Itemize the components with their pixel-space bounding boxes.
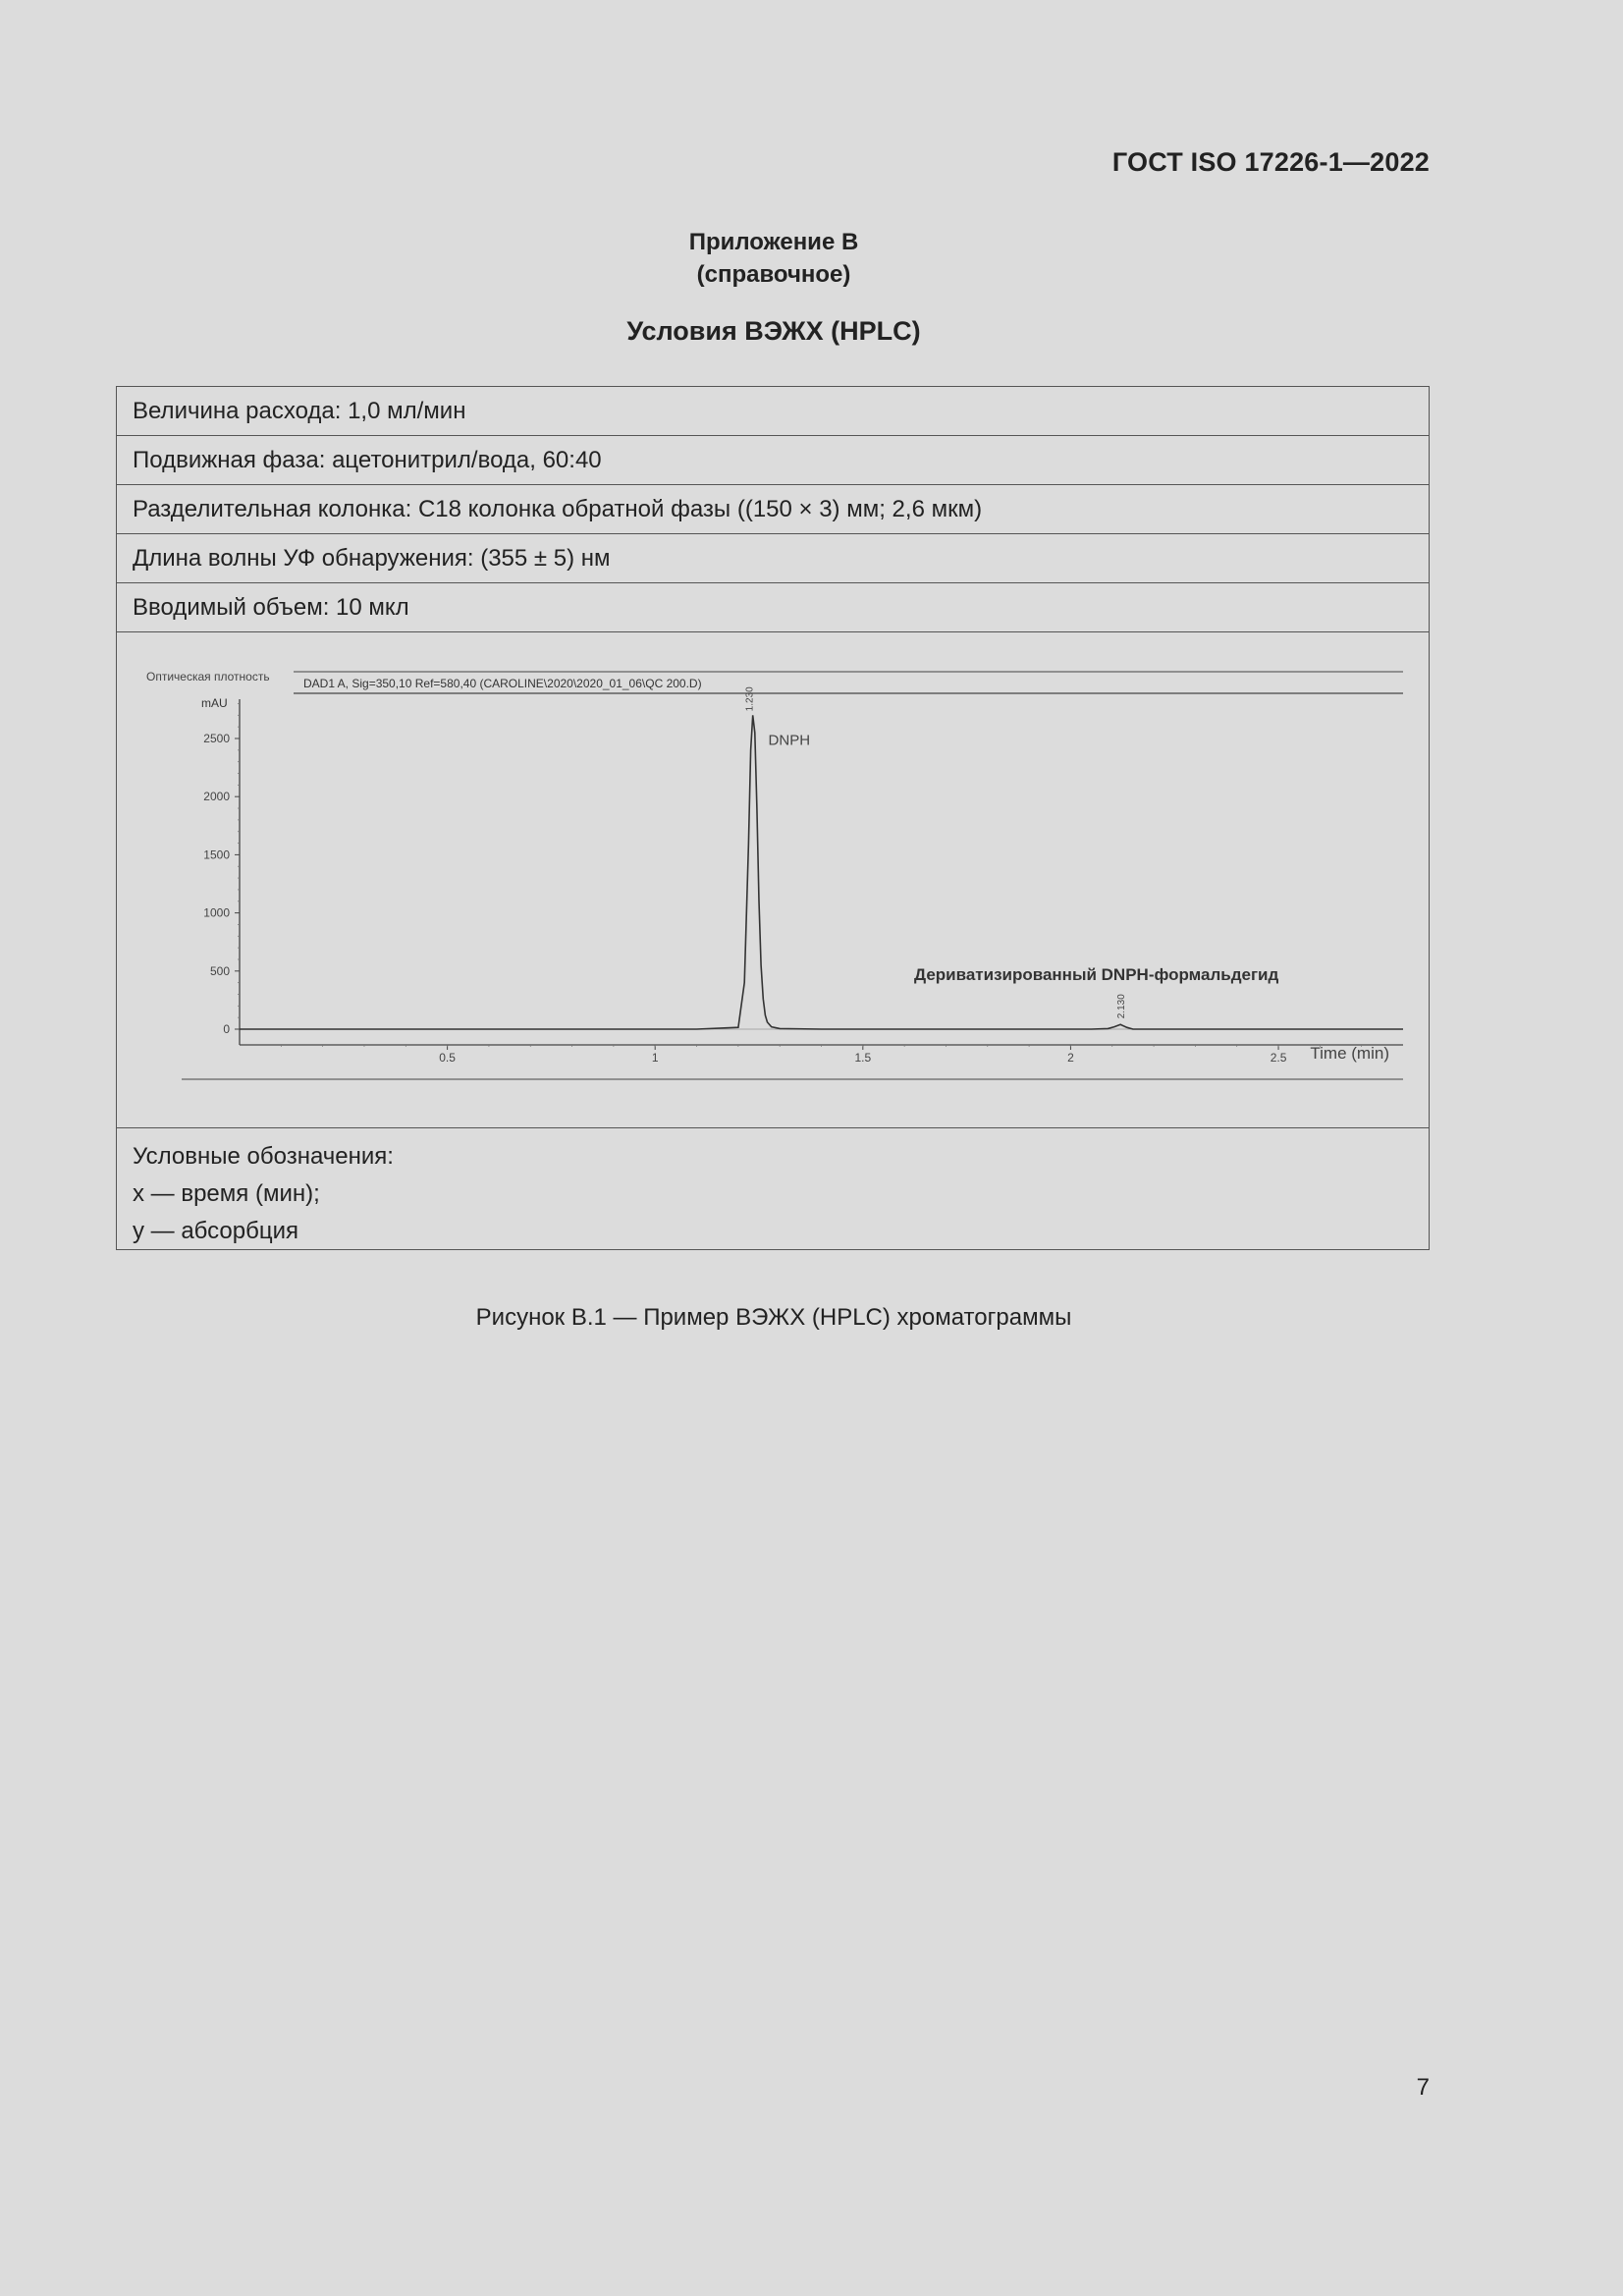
condition-mobile-phase: Подвижная фаза: ацетонитрил/вода, 60:40 bbox=[117, 436, 1429, 485]
figure-legend bbox=[117, 1128, 1429, 1249]
y-tick-label: 1500 bbox=[203, 847, 230, 862]
y-tick-label: 0 bbox=[223, 1022, 230, 1036]
legend-y: y — абсорбция bbox=[133, 1218, 299, 1244]
page-number: 7 bbox=[1416, 2074, 1430, 2101]
appendix-title: Приложение В bbox=[688, 229, 859, 255]
appendix-note: (справочное) bbox=[696, 261, 851, 288]
peak-name-derivative: Дериватизированный DNPH-формальдегид bbox=[914, 965, 1279, 984]
condition-wavelength: Длина волны УФ обнаружения: (355 ± 5) нм bbox=[117, 534, 1429, 583]
y-tick-label: 2500 bbox=[203, 732, 230, 745]
legend-x: x — время (мин); bbox=[133, 1180, 320, 1207]
y-tick-label: 500 bbox=[209, 963, 230, 978]
y-axis-label: mAU bbox=[201, 696, 228, 710]
x-tick-label: 1.5 bbox=[854, 1051, 872, 1065]
peak-retention-label: 1.230 bbox=[744, 686, 756, 712]
y-tick-label: 1000 bbox=[203, 905, 230, 920]
x-tick-label: 0.5 bbox=[439, 1051, 456, 1065]
chromatogram-chart bbox=[117, 632, 1429, 1128]
x-tick-label: 2 bbox=[1067, 1051, 1074, 1065]
condition-flow-rate: Величина расхода: 1,0 мл/мин bbox=[117, 387, 1429, 436]
chromatogram-figure bbox=[117, 632, 1429, 1128]
peak-retention-label: 2.130 bbox=[1116, 994, 1128, 1019]
standard-code: ГОСТ ISO 17226-1—2022 bbox=[1111, 147, 1430, 177]
figure-caption: Рисунок В.1 — Пример ВЭЖХ (HPLC) хроматограммы bbox=[475, 1304, 1072, 1331]
x-tick-label: 2.5 bbox=[1270, 1051, 1287, 1065]
conditions-table bbox=[116, 386, 1430, 1250]
legend-heading: Условные обозначения: bbox=[133, 1143, 394, 1170]
peak-name-dnph: DNPH bbox=[768, 732, 811, 749]
condition-column: Разделительная колонка: С18 колонка обратной фазы ((150 × 3) мм; 2,6 мкм) bbox=[117, 485, 1429, 534]
y-tick-label: 2000 bbox=[203, 790, 230, 804]
x-tick-label: 1 bbox=[651, 1051, 659, 1065]
chart-title: Оптическая плотность bbox=[146, 670, 270, 683]
condition-injection-volume: Вводимый объем: 10 мкл bbox=[117, 583, 1429, 632]
signal-label: DAD1 A, Sig=350,10 Ref=580,40 (CAROLINE\2020\2020_01_06\QC 200.D) bbox=[303, 677, 702, 690]
x-axis-label: Time (min) bbox=[1310, 1044, 1389, 1063]
section-title: Условия ВЭЖХ (HPLC) bbox=[626, 316, 921, 346]
appendix-heading bbox=[0, 226, 1547, 291]
